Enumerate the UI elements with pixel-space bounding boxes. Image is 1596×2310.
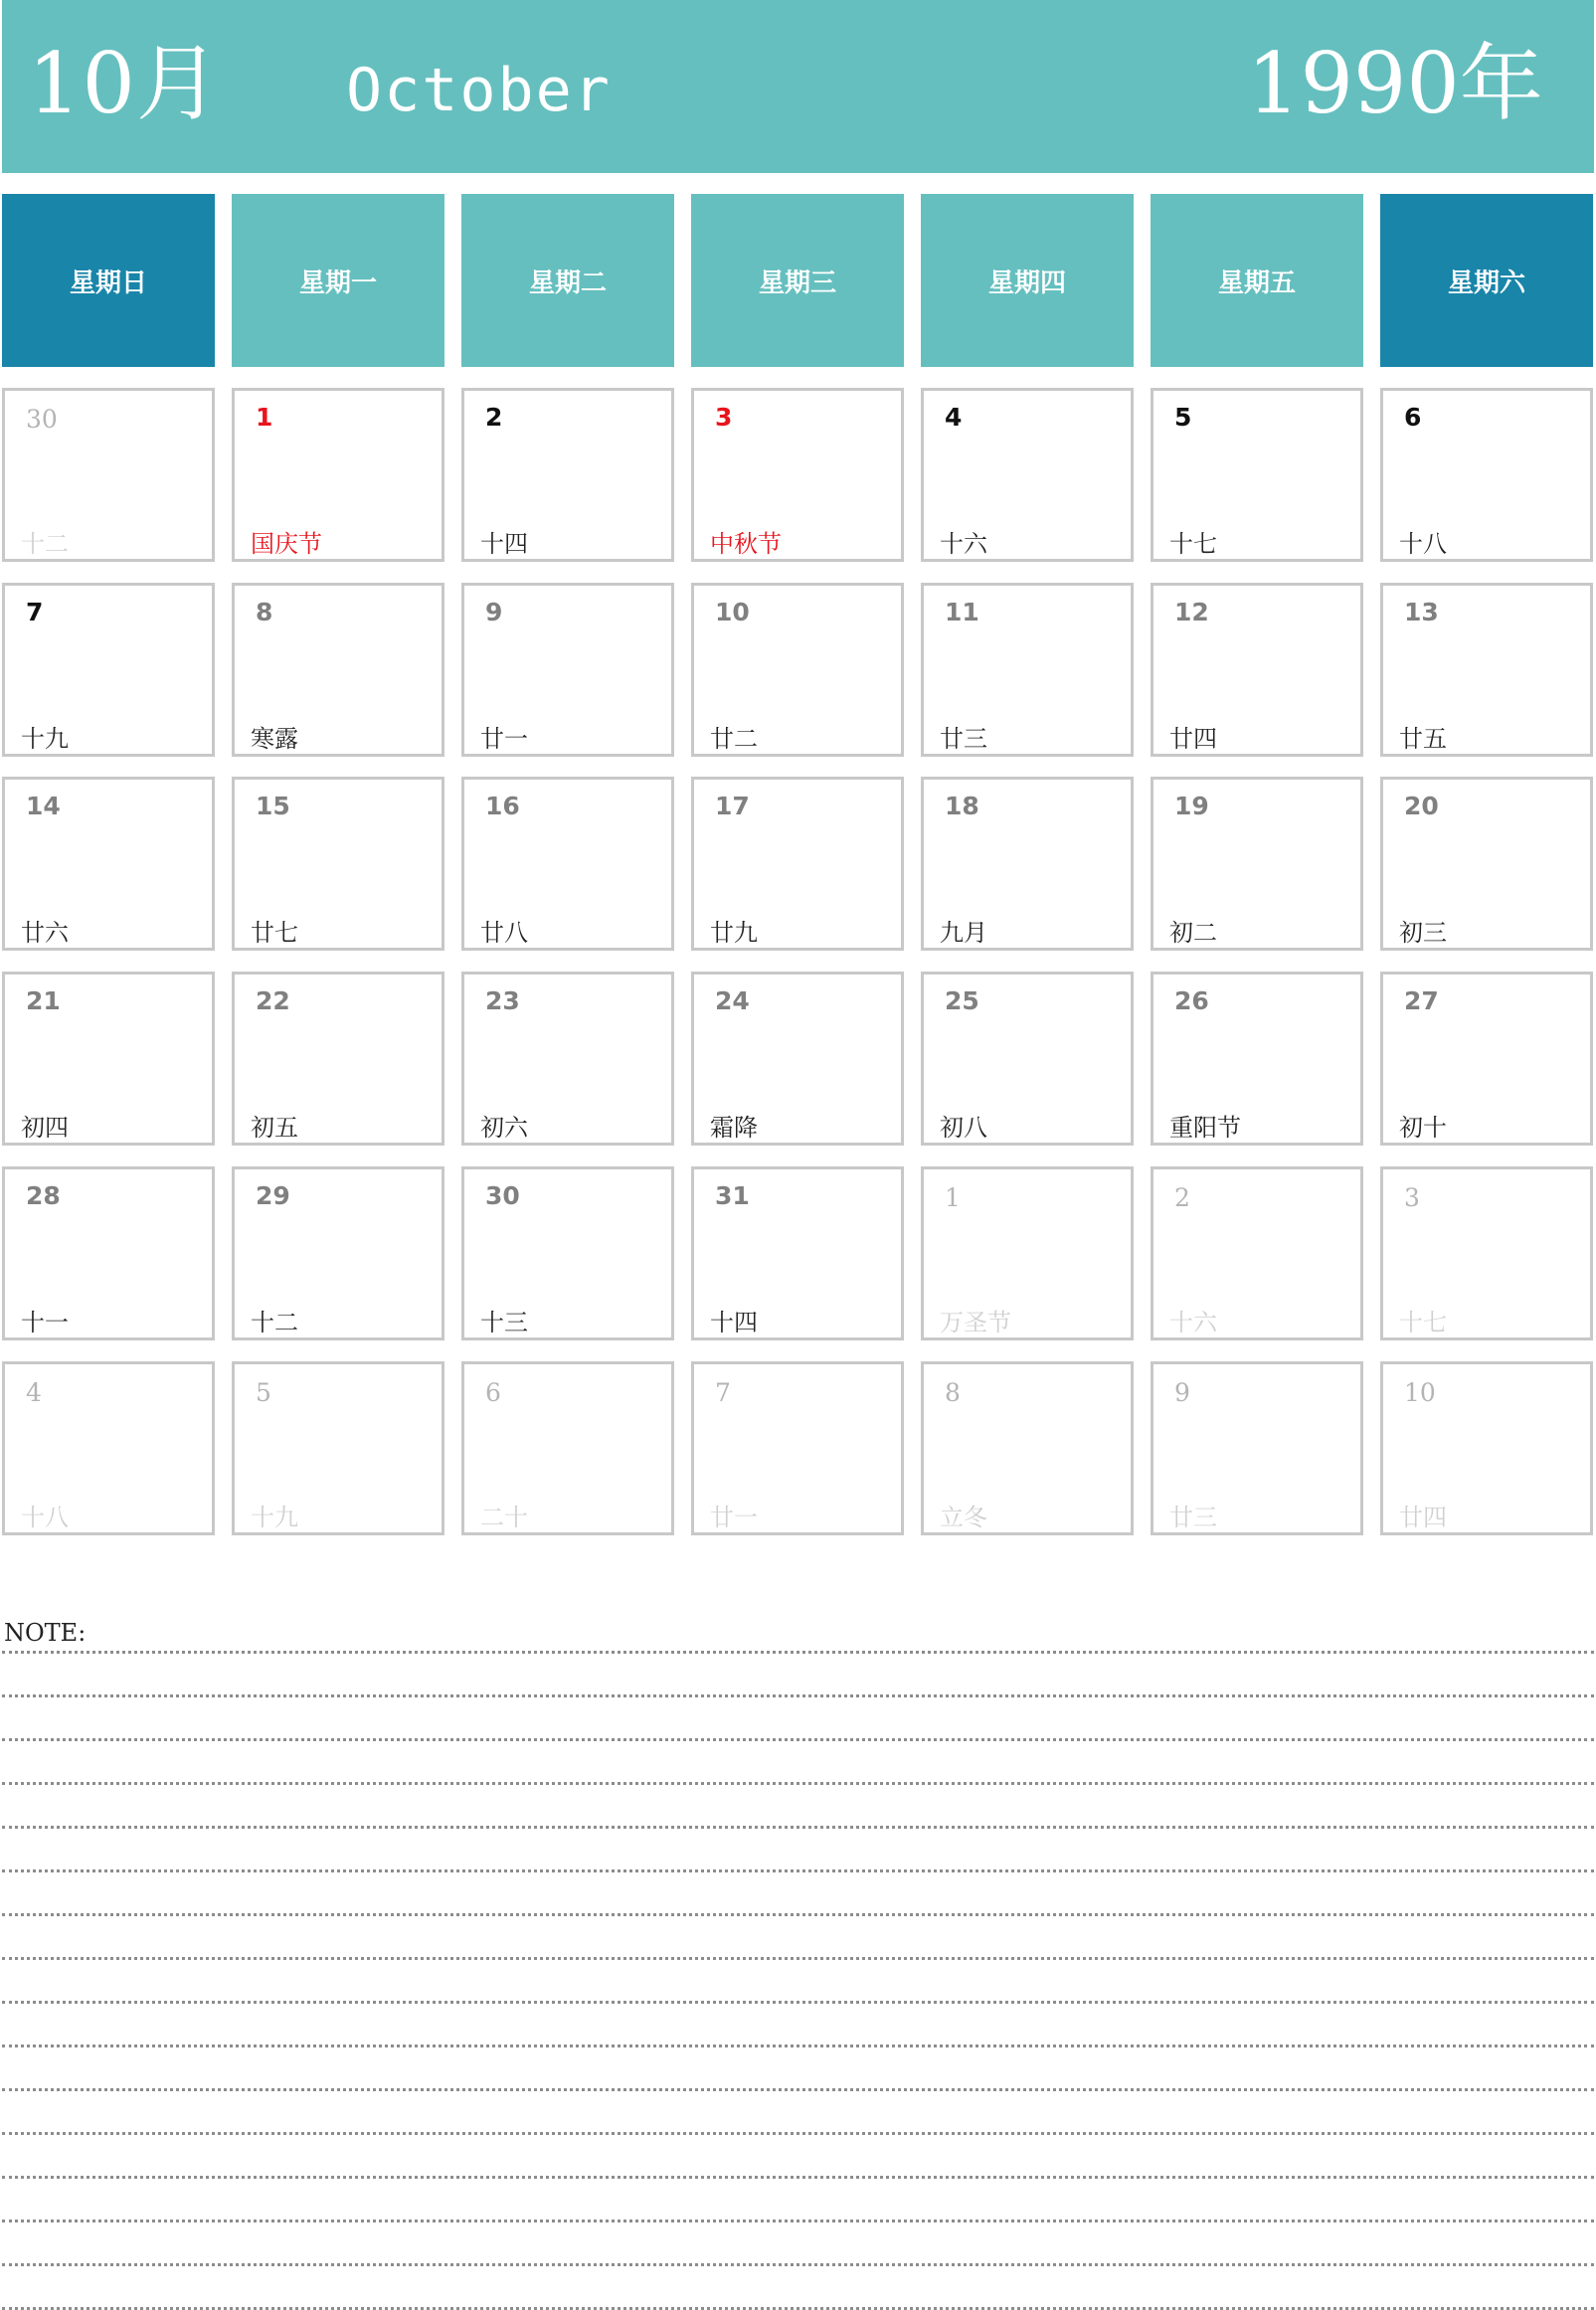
lunar-label: 寒露	[251, 725, 298, 753]
day-number: 7	[26, 598, 44, 626]
day-cell[interactable]	[921, 583, 1134, 757]
lunar-label: 十四	[480, 530, 528, 558]
day-number: 30	[485, 1181, 520, 1210]
lunar-label: 廿六	[21, 919, 69, 947]
lunar-label: 初十	[1399, 1114, 1447, 1142]
lunar-label: 十九	[251, 1504, 298, 1531]
month-en-title: October	[346, 56, 612, 125]
lunar-label: 初四	[21, 1114, 69, 1142]
day-number: 13	[1404, 598, 1439, 626]
lunar-label: 十二	[251, 1309, 298, 1336]
day-cell[interactable]	[232, 777, 444, 951]
day-number: 23	[485, 986, 520, 1015]
day-number: 1	[256, 403, 273, 432]
day-number: 25	[945, 986, 979, 1015]
day-number: 2	[485, 403, 503, 432]
day-number: 27	[1404, 986, 1439, 1015]
lunar-label: 初八	[940, 1114, 987, 1142]
day-cell[interactable]	[2, 972, 215, 1146]
day-cell[interactable]	[461, 777, 674, 951]
day-cell[interactable]	[1151, 972, 1363, 1146]
lunar-label: 十三	[480, 1309, 528, 1336]
day-cell[interactable]	[691, 1166, 904, 1340]
note-line	[2, 1826, 1594, 1829]
lunar-label: 廿五	[1399, 725, 1447, 753]
day-cell[interactable]	[1151, 1361, 1363, 1535]
day-cell[interactable]	[921, 1361, 1134, 1535]
day-number: 16	[485, 792, 520, 820]
note-line	[2, 2176, 1594, 2179]
note-line	[2, 1651, 1594, 1654]
day-cell[interactable]	[691, 583, 904, 757]
lunar-label: 二十	[480, 1504, 528, 1531]
lunar-label: 中秋节	[710, 530, 782, 558]
day-number: 8	[945, 1378, 961, 1407]
day-number: 28	[26, 1181, 61, 1210]
day-cell[interactable]	[1151, 583, 1363, 757]
day-cell[interactable]	[1380, 583, 1593, 757]
lunar-label: 初五	[251, 1114, 298, 1142]
lunar-label: 十六	[1169, 1309, 1217, 1336]
lunar-label: 廿七	[251, 919, 298, 947]
day-number: 11	[945, 598, 979, 626]
weekday-header-1: 星期一	[232, 194, 444, 367]
day-number: 12	[1174, 598, 1209, 626]
note-line	[2, 1957, 1594, 1960]
day-cell[interactable]	[461, 972, 674, 1146]
day-cell[interactable]	[2, 1361, 215, 1535]
day-cell[interactable]	[1380, 1361, 1593, 1535]
lunar-label: 廿二	[710, 725, 758, 753]
day-number: 30	[26, 405, 58, 434]
day-number: 17	[715, 792, 750, 820]
day-number: 7	[715, 1378, 731, 1407]
day-number: 14	[26, 792, 61, 820]
lunar-label: 十一	[21, 1309, 69, 1336]
day-number: 18	[945, 792, 979, 820]
weekday-header-4: 星期四	[921, 194, 1134, 367]
lunar-label: 廿四	[1169, 725, 1217, 753]
lunar-label: 立冬	[940, 1504, 987, 1531]
day-cell[interactable]	[921, 388, 1134, 562]
day-cell[interactable]	[232, 1361, 444, 1535]
day-number: 5	[256, 1378, 271, 1407]
day-cell[interactable]	[461, 583, 674, 757]
day-cell[interactable]	[232, 1166, 444, 1340]
day-number: 9	[1174, 1378, 1190, 1407]
day-number: 9	[485, 598, 503, 626]
weekday-header-3: 星期三	[691, 194, 904, 367]
note-line	[2, 2001, 1594, 2004]
day-cell[interactable]	[1380, 388, 1593, 562]
day-number: 10	[1404, 1378, 1436, 1407]
day-number: 19	[1174, 792, 1209, 820]
lunar-label: 万圣节	[940, 1309, 1011, 1336]
day-cell[interactable]	[1151, 777, 1363, 951]
weekday-header-0: 星期日	[2, 194, 215, 367]
day-cell[interactable]	[1380, 972, 1593, 1146]
day-cell[interactable]	[921, 1166, 1134, 1340]
day-number: 2	[1174, 1183, 1190, 1212]
note-line	[2, 2263, 1594, 2266]
note-line	[2, 1913, 1594, 1916]
lunar-label: 重阳节	[1169, 1114, 1241, 1142]
day-number: 15	[256, 792, 290, 820]
lunar-label: 十七	[1169, 530, 1217, 558]
day-number: 20	[1404, 792, 1439, 820]
day-number: 8	[256, 598, 273, 626]
day-number: 4	[26, 1378, 42, 1407]
weekday-header-6: 星期六	[1380, 194, 1593, 367]
day-cell[interactable]	[1380, 777, 1593, 951]
calendar-header	[2, 0, 1594, 173]
day-number: 1	[945, 1183, 961, 1212]
lunar-label: 初六	[480, 1114, 528, 1142]
lunar-label: 初二	[1169, 919, 1217, 947]
day-number: 5	[1174, 403, 1192, 432]
day-cell[interactable]	[232, 972, 444, 1146]
note-line	[2, 1694, 1594, 1697]
day-cell[interactable]	[2, 1166, 215, 1340]
lunar-label: 十二	[21, 530, 69, 558]
day-cell[interactable]	[232, 388, 444, 562]
lunar-label: 廿三	[1169, 1504, 1217, 1531]
day-number: 6	[485, 1378, 501, 1407]
note-line	[2, 2088, 1594, 2091]
day-cell[interactable]	[461, 1166, 674, 1340]
day-number: 10	[715, 598, 750, 626]
day-number: 21	[26, 986, 61, 1015]
note-line	[2, 1869, 1594, 1872]
day-cell[interactable]	[691, 777, 904, 951]
lunar-label: 霜降	[710, 1114, 758, 1142]
day-cell[interactable]	[921, 972, 1134, 1146]
lunar-label: 初三	[1399, 919, 1447, 947]
day-cell[interactable]	[921, 777, 1134, 951]
note-line	[2, 1738, 1594, 1741]
day-cell[interactable]	[1380, 1166, 1593, 1340]
lunar-label: 十九	[21, 725, 69, 753]
day-number: 4	[945, 403, 963, 432]
day-cell[interactable]	[461, 1361, 674, 1535]
day-cell[interactable]	[461, 388, 674, 562]
lunar-label: 十四	[710, 1309, 758, 1336]
weekday-header-5: 星期五	[1151, 194, 1363, 367]
day-number: 29	[256, 1181, 290, 1210]
note-line	[2, 2132, 1594, 2135]
lunar-label: 廿八	[480, 919, 528, 947]
day-cell[interactable]	[691, 972, 904, 1146]
day-number: 3	[715, 403, 733, 432]
year-title: 1990年	[1247, 35, 1543, 132]
day-number: 3	[1404, 1183, 1420, 1212]
lunar-label: 十七	[1399, 1309, 1447, 1336]
lunar-label: 廿一	[710, 1504, 758, 1531]
lunar-label: 十八	[1399, 530, 1447, 558]
lunar-label: 十六	[940, 530, 987, 558]
day-cell[interactable]	[2, 777, 215, 951]
note-line	[2, 2220, 1594, 2222]
day-cell[interactable]	[2, 388, 215, 562]
lunar-label: 国庆节	[251, 530, 322, 558]
day-cell[interactable]	[2, 583, 215, 757]
lunar-label: 廿三	[940, 725, 987, 753]
note-line	[2, 1782, 1594, 1785]
weekday-header-2: 星期二	[461, 194, 674, 367]
month-cn-title: 10月	[28, 35, 221, 132]
day-number: 24	[715, 986, 750, 1015]
note-label: NOTE:	[4, 1619, 87, 1647]
day-cell[interactable]	[232, 583, 444, 757]
day-number: 22	[256, 986, 290, 1015]
day-number: 26	[1174, 986, 1209, 1015]
lunar-label: 九月	[940, 919, 987, 947]
day-cell[interactable]	[1151, 388, 1363, 562]
lunar-label: 廿四	[1399, 1504, 1447, 1531]
day-cell[interactable]	[691, 1361, 904, 1535]
day-cell[interactable]	[1151, 1166, 1363, 1340]
lunar-label: 廿一	[480, 725, 528, 753]
day-number: 6	[1404, 403, 1422, 432]
day-number: 31	[715, 1181, 750, 1210]
day-cell[interactable]	[691, 388, 904, 562]
lunar-label: 十八	[21, 1504, 69, 1531]
note-line	[2, 2044, 1594, 2047]
lunar-label: 廿九	[710, 919, 758, 947]
